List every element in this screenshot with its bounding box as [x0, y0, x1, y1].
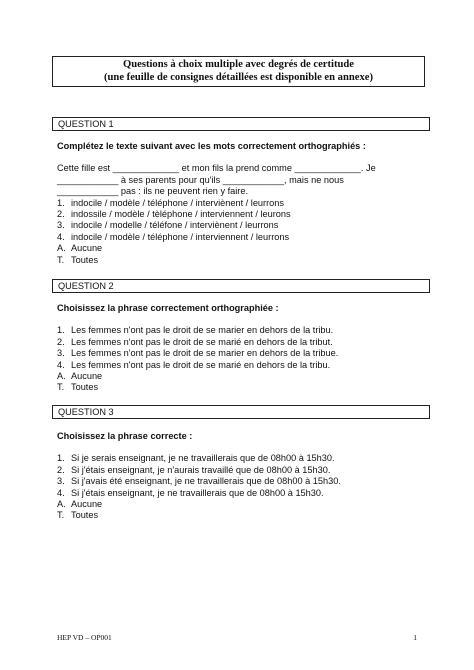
option-all [57, 510, 425, 521]
option-number: 3. [57, 348, 65, 359]
question-label: QUESTION 3 [58, 407, 114, 417]
option-none [57, 371, 425, 382]
option-number: 3. [57, 220, 65, 231]
option-number: 3. [57, 476, 65, 487]
option-number: 2. [57, 464, 65, 475]
options-list [57, 325, 425, 393]
option-text: Si je serais enseignant, je ne travaillerais que de 08h00 à 15h30. [71, 453, 335, 464]
option-1 [57, 198, 425, 209]
option-text: Si j'étais enseignant, je ne travaillerais que de 08h00 à 15h30. [71, 487, 324, 498]
question-2-body [57, 303, 425, 394]
option-number: 1. [57, 325, 65, 336]
option-none [57, 499, 425, 510]
option-text: Les femmes n'ont pas le droit de se marier en dehors de la tribu. [71, 325, 334, 336]
option-text: indocile / modelle / téléfone / interviènent / leurrons [71, 220, 279, 231]
question-prompt: Complétez le texte suivant avec les mots correctement orthographiés : [57, 141, 366, 151]
document-title [52, 56, 425, 87]
option-text: indocile / modèle / téléphone / interviennent / leurrons [71, 231, 290, 242]
question-3-header [52, 405, 430, 419]
option-4 [57, 360, 425, 371]
passage-line: Cette fille est _____________ et mon fils la prend comme _____________. Je [57, 163, 376, 174]
page-number: 1 [413, 633, 417, 642]
option-text: Les femmes n'ont pas le droit de se marié en dehors de la tribu. [71, 359, 331, 370]
option-number: 2. [57, 336, 65, 347]
fill-in-passage [57, 163, 425, 197]
question-2-header [52, 279, 430, 293]
question-1-header [52, 117, 430, 131]
option-text: Si j'étais enseignant, je n'aurais travaillé que de 08h00 à 15h30. [71, 464, 331, 475]
option-3 [57, 476, 425, 487]
footer-reference: HEP VD – OP001 [57, 633, 112, 642]
option-number: 4. [57, 487, 65, 498]
option-3 [57, 348, 425, 359]
question-3-body [57, 431, 425, 522]
option-number: T. [57, 254, 65, 265]
option-text: Toutes [71, 254, 99, 265]
option-all [57, 255, 425, 266]
option-1 [57, 453, 425, 464]
option-3 [57, 220, 425, 231]
option-text: Aucune [71, 499, 103, 510]
option-text: indossile / modèle / tèléphone / interviennent / leurons [71, 209, 291, 220]
question-label: QUESTION 1 [58, 119, 114, 129]
option-number: 4. [57, 359, 65, 370]
option-number: T. [57, 382, 65, 393]
option-number: A. [57, 243, 66, 254]
option-number: 2. [57, 209, 65, 220]
option-all [57, 382, 425, 393]
option-number: T. [57, 510, 65, 521]
option-number: A. [57, 499, 66, 510]
question-prompt: Choisissez la phrase correcte : [57, 431, 193, 441]
option-2 [57, 209, 425, 220]
title-line-2: (une feuille de consignes détaillées est disponible en annexe) [104, 72, 373, 83]
option-number: 1. [57, 453, 65, 464]
options-list [57, 453, 425, 521]
option-4 [57, 232, 425, 243]
question-prompt: Choisissez la phrase correctement orthographiée : [57, 303, 279, 313]
option-text: Aucune [71, 371, 103, 382]
page-footer [57, 632, 417, 643]
option-4 [57, 488, 425, 499]
title-line-1: Questions à choix multiple avec degrés de certitude [123, 59, 354, 70]
option-2 [57, 337, 425, 348]
passage-line: ____________ pas : ils ne peuvent rien y faire. [57, 186, 249, 197]
question-label: QUESTION 2 [58, 281, 114, 291]
passage-line: ____________ à ses parents pour qu'ils ____________, mais ne nous [57, 174, 344, 185]
option-text: Toutes [71, 510, 99, 521]
options-list [57, 198, 425, 266]
option-number: 1. [57, 197, 65, 208]
option-text: Aucune [71, 243, 103, 254]
option-text: Les femmes n'ont pas le droit de se marié en dehors de la tribut. [71, 336, 333, 347]
option-none [57, 243, 425, 254]
option-text: indocile / modèle / téléphone / interviènent / leurrons [71, 197, 284, 208]
option-2 [57, 465, 425, 476]
option-text: Si j'avais été enseignant, je ne travaillerais que de 08h00 à 15h30. [71, 476, 341, 487]
option-number: 4. [57, 231, 65, 242]
question-1-body [57, 141, 425, 266]
option-text: Toutes [71, 382, 99, 393]
option-number: A. [57, 371, 66, 382]
option-text: Les femmes n'ont pas le droit de se marier en dehors de la tribue. [71, 348, 339, 359]
option-1 [57, 325, 425, 336]
